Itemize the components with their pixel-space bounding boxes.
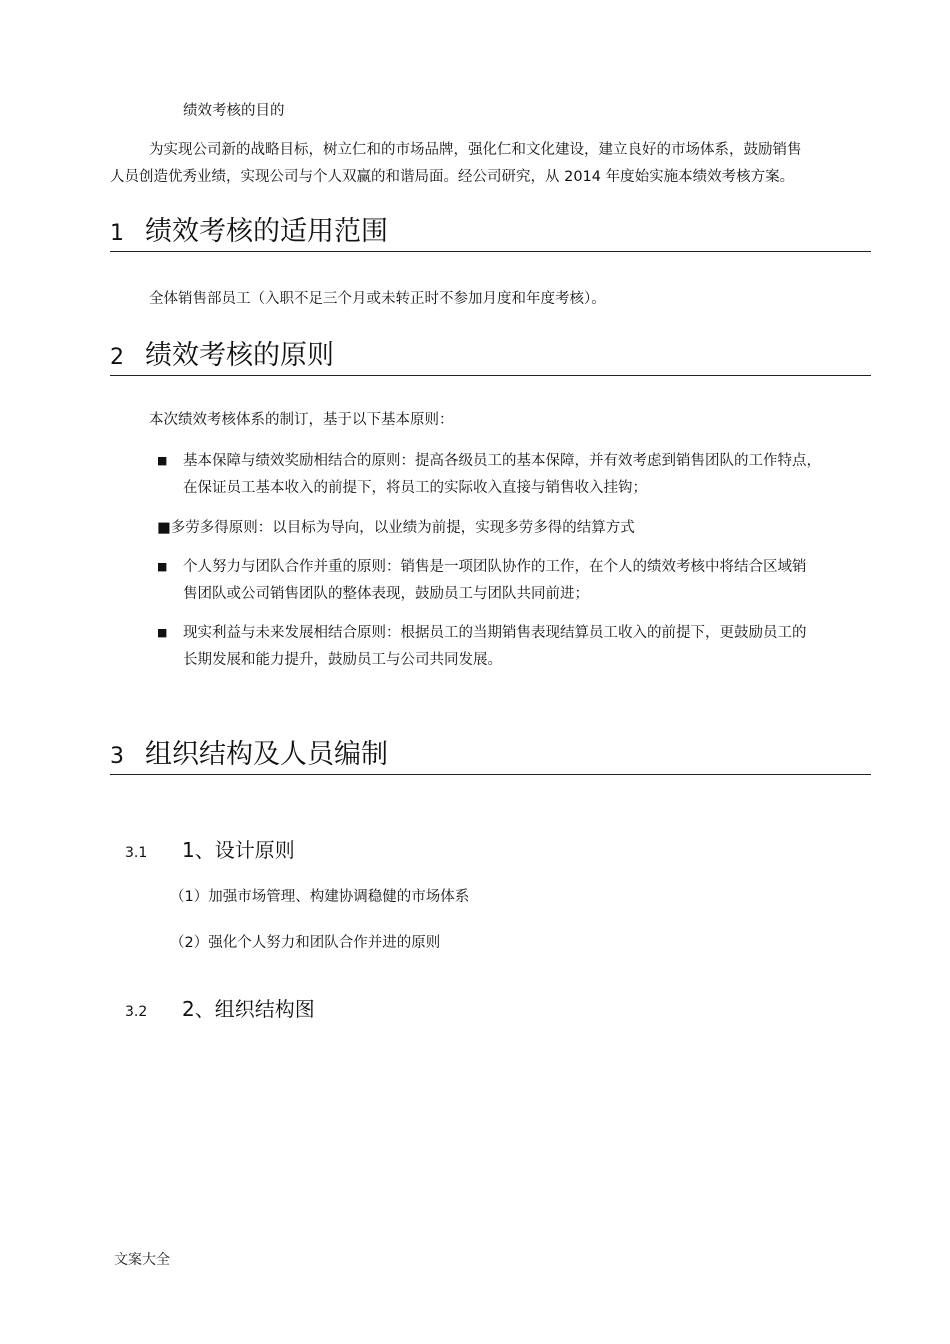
page-footer: 文案大全	[114, 1252, 170, 1268]
bullet-3-line-1: 个人努力与团队合作并重的原则：销售是一项团队协作的工作，在个人的绩效考核中将结合区域销	[183, 559, 807, 575]
bullet-4-line-1: 现实利益与未来发展相结合原则：根据员工的当期销售表现结算员工收入的前提下，更鼓励员工的	[183, 625, 807, 641]
section-2-intro: 本次绩效考核体系的制订，基于以下基本原则：	[149, 412, 454, 428]
purpose-heading: 绩效考核的目的	[183, 103, 285, 119]
bullet-2-line-1: ■多劳多得原则：以目标为导向，以业绩为前提，实现多劳多得的结算方式	[157, 520, 635, 536]
section-2-title: 绩效考核的原则	[145, 340, 334, 371]
bullet-4-line-2: 长期发展和能力提升，鼓励员工与公司共同发展。	[183, 652, 502, 668]
bullet-square-icon: ■	[157, 560, 168, 573]
purpose-paragraph-line-2: 人员创造优秀业绩，实现公司与个人双赢的和谐局面。经公司研究，从 2014 年度始实施本绩效考核方案。	[110, 169, 795, 185]
section-2-heading	[110, 339, 871, 376]
subsection-3-1-item-1: （1）加强市场管理、构建协调稳健的市场体系	[170, 889, 470, 905]
bullet-square-icon: ■	[157, 626, 168, 639]
bullet-1-line-2: 在保证员工基本收入的前提下，将员工的实际收入直接与销售收入挂钩；	[183, 480, 647, 496]
section-1-body: 全体销售部员工（入职不足三个月或未转正时不参加月度和年度考核）。	[149, 291, 606, 307]
section-1-title: 绩效考核的适用范围	[145, 216, 388, 247]
subsection-3-1-number: 3.1	[125, 845, 148, 861]
section-1-number: 1	[110, 221, 124, 246]
bullet-3-line-2: 售团队或公司销售团队的整体表现，鼓励员工与团队共同前进；	[183, 586, 589, 602]
bullet-square-icon: ■	[157, 454, 168, 467]
bullet-1-line-1: 基本保障与绩效奖励相结合的原则：提高各级员工的基本保障，并有效考虑到销售团队的工作特点，	[183, 453, 821, 469]
subsection-3-2-title: 2、组织结构图	[182, 997, 315, 1021]
subsection-3-2-number: 3.2	[125, 1004, 148, 1020]
section-1-heading	[110, 215, 871, 252]
purpose-paragraph-line-1: 为实现公司新的战略目标，树立仁和的市场品牌，强化仁和文化建设，建立良好的市场体系，鼓励销售	[149, 142, 802, 158]
subsection-3-1-title: 1、设计原则	[182, 838, 295, 862]
subsection-3-1-item-2: （2）强化个人努力和团队合作并进的原则	[170, 935, 441, 951]
section-3-heading	[110, 738, 871, 775]
section-2-number: 2	[110, 345, 124, 370]
section-3-title: 组织结构及人员编制	[145, 739, 388, 770]
section-3-number: 3	[110, 744, 124, 769]
